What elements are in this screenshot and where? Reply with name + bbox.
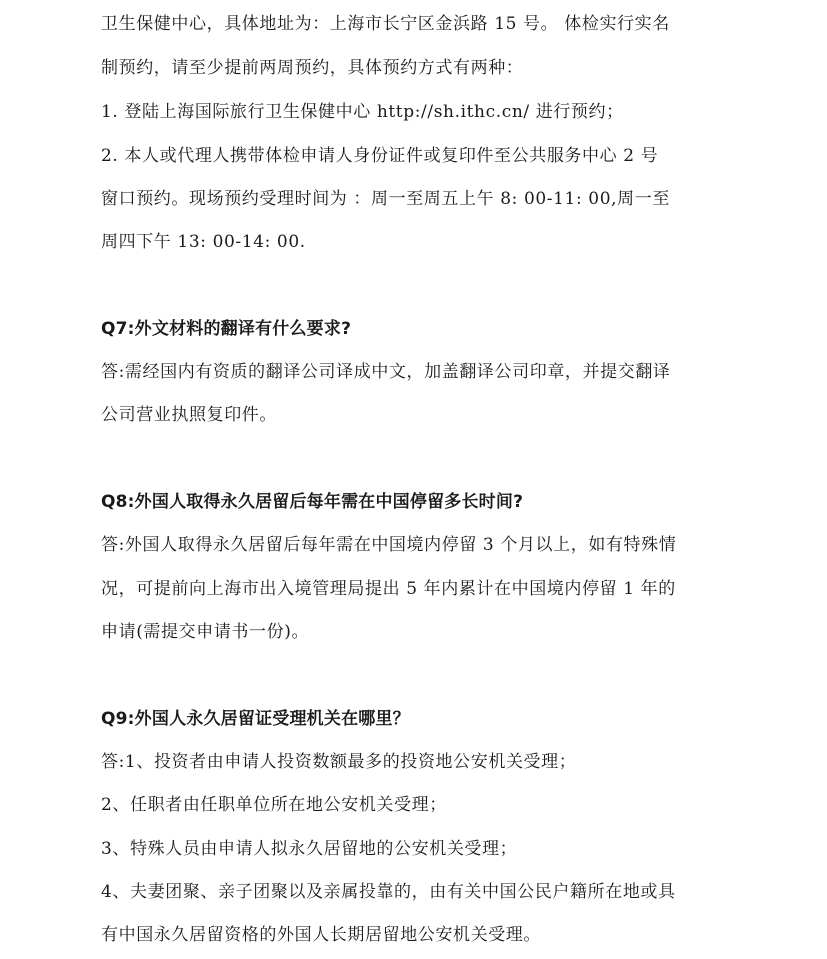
q9-answer-line-5: 有中国永久居留资格的外国人长期居留地公安机关受理。	[101, 925, 541, 945]
q8-answer-line-1: 答:外国人取得永久居留后每年需在中国境内停留 3 个月以上，如有特殊情	[101, 535, 677, 555]
q7-answer-line-2: 公司营业执照复印件。	[101, 405, 277, 425]
intro-line-2: 制预约，请至少提前两周预约，具体预约方式有两种：	[101, 58, 524, 78]
intro-line-4: 2. 本人或代理人携带体检申请人身份证件或复印件至公共服务中心 2 号	[101, 146, 659, 166]
intro-line-6: 周四下午 13: 00-14: 00.	[101, 232, 306, 252]
q9-answer-line-3: 3、特殊人员由申请人拟永久居留地的公安机关受理；	[101, 839, 518, 859]
q8-question-heading: Q8:外国人取得永久居留后每年需在中国停留多长时间?	[101, 492, 524, 512]
q9-question-heading: Q9:外国人永久居留证受理机关在哪里？	[101, 709, 410, 729]
q8-answer-line-2: 况，可提前向上海市出入境管理局提出 5 年内累计在中国境内停留 1 年的	[101, 579, 676, 599]
q7-answer-line-1: 答:需经国内有资质的翻译公司译成中文，加盖翻译公司印章，并提交翻译	[101, 362, 671, 382]
q9-answer-line-2: 2、任职者由任职单位所在地公安机关受理；	[101, 795, 447, 815]
q9-answer-line-1: 答:1、投资者由申请人投资数额最多的投资地公安机关受理；	[101, 752, 577, 772]
intro-line-1: 卫生保健中心，具体地址为：上海市长宁区金浜路 15 号。 体检实行实名	[101, 14, 670, 34]
q7-question-heading: Q7:外文材料的翻译有什么要求?	[101, 319, 352, 339]
intro-line-3: 1. 登陆上海国际旅行卫生保健中心 http://sh.ithc.cn/ 进行预约；	[101, 102, 624, 122]
intro-line-5: 窗口预约。现场预约受理时间为 ：周一至周五上午 8: 00-11: 00,周一至	[101, 189, 670, 209]
q9-answer-line-4: 4、夫妻团聚、亲子团聚以及亲属投靠的，由有关中国公民户籍所在地或具	[101, 882, 676, 902]
q8-answer-line-3: 申请(需提交申请书一份)。	[101, 622, 310, 642]
